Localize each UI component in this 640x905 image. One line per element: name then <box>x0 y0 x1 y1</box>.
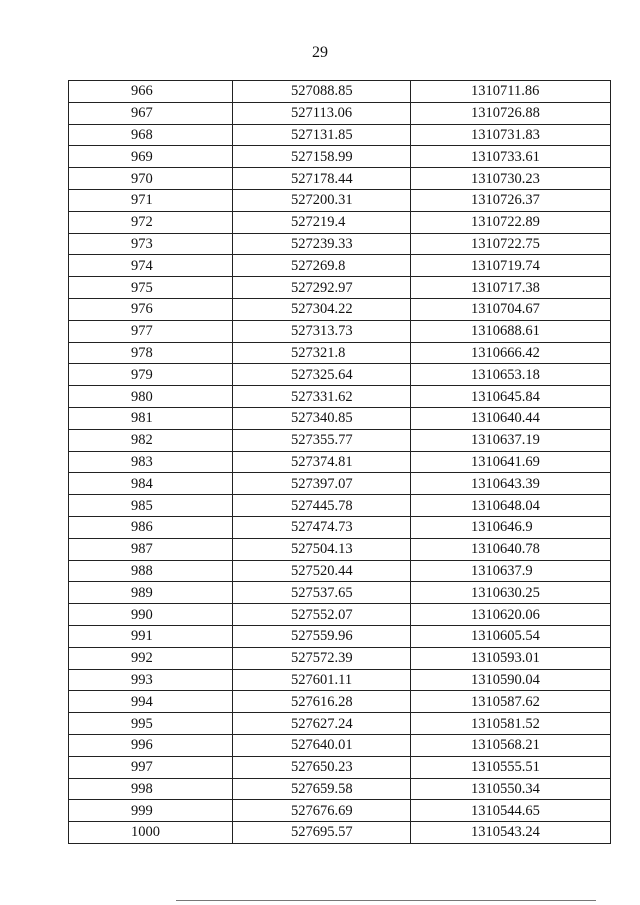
point-number-cell: 979 <box>69 364 233 386</box>
table-row <box>69 734 611 756</box>
x-coordinate-cell: 527269.8 <box>233 255 411 277</box>
y-coordinate-cell: 1310568.21 <box>411 734 611 756</box>
y-coordinate-cell: 1310590.04 <box>411 669 611 691</box>
table-row <box>69 168 611 190</box>
table-row <box>69 822 611 844</box>
y-coordinate-cell: 1310581.52 <box>411 713 611 735</box>
x-coordinate-cell: 527239.33 <box>233 233 411 255</box>
x-coordinate-cell: 527178.44 <box>233 168 411 190</box>
y-coordinate-cell: 1310637.19 <box>411 429 611 451</box>
y-coordinate-cell: 1310726.37 <box>411 189 611 211</box>
point-number-cell: 983 <box>69 451 233 473</box>
point-number-cell: 971 <box>69 189 233 211</box>
x-coordinate-cell: 527627.24 <box>233 713 411 735</box>
y-coordinate-cell: 1310648.04 <box>411 495 611 517</box>
point-number-cell: 996 <box>69 734 233 756</box>
point-number-cell: 970 <box>69 168 233 190</box>
point-number-cell: 985 <box>69 495 233 517</box>
coordinates-table <box>68 80 611 844</box>
point-number-cell: 988 <box>69 560 233 582</box>
coordinates-table-body <box>69 81 611 844</box>
table-row <box>69 669 611 691</box>
table-row <box>69 778 611 800</box>
x-coordinate-cell: 527695.57 <box>233 822 411 844</box>
y-coordinate-cell: 1310733.61 <box>411 146 611 168</box>
table-row <box>69 124 611 146</box>
y-coordinate-cell: 1310731.83 <box>411 124 611 146</box>
x-coordinate-cell: 527313.73 <box>233 320 411 342</box>
x-coordinate-cell: 527374.81 <box>233 451 411 473</box>
y-coordinate-cell: 1310722.75 <box>411 233 611 255</box>
point-number-cell: 980 <box>69 386 233 408</box>
table-row <box>69 800 611 822</box>
point-number-cell: 973 <box>69 233 233 255</box>
table-row <box>69 211 611 233</box>
table-row <box>69 451 611 473</box>
x-coordinate-cell: 527292.97 <box>233 277 411 299</box>
y-coordinate-cell: 1310722.89 <box>411 211 611 233</box>
table-row <box>69 691 611 713</box>
point-number-cell: 982 <box>69 429 233 451</box>
y-coordinate-cell: 1310666.42 <box>411 342 611 364</box>
point-number-cell: 978 <box>69 342 233 364</box>
scan-edge-line <box>176 900 596 901</box>
table-row <box>69 407 611 429</box>
x-coordinate-cell: 527331.62 <box>233 386 411 408</box>
point-number-cell: 981 <box>69 407 233 429</box>
point-number-cell: 986 <box>69 516 233 538</box>
x-coordinate-cell: 527325.64 <box>233 364 411 386</box>
y-coordinate-cell: 1310704.67 <box>411 298 611 320</box>
x-coordinate-cell: 527537.65 <box>233 582 411 604</box>
table-row <box>69 582 611 604</box>
x-coordinate-cell: 527200.31 <box>233 189 411 211</box>
y-coordinate-cell: 1310726.88 <box>411 102 611 124</box>
x-coordinate-cell: 527520.44 <box>233 560 411 582</box>
table-row <box>69 625 611 647</box>
table-row <box>69 713 611 735</box>
point-number-cell: 991 <box>69 625 233 647</box>
y-coordinate-cell: 1310640.78 <box>411 538 611 560</box>
y-coordinate-cell: 1310620.06 <box>411 604 611 626</box>
table-row <box>69 255 611 277</box>
table-row <box>69 604 611 626</box>
x-coordinate-cell: 527601.11 <box>233 669 411 691</box>
y-coordinate-cell: 1310641.69 <box>411 451 611 473</box>
x-coordinate-cell: 527397.07 <box>233 473 411 495</box>
point-number-cell: 972 <box>69 211 233 233</box>
table-row <box>69 320 611 342</box>
y-coordinate-cell: 1310719.74 <box>411 255 611 277</box>
table-row <box>69 364 611 386</box>
table-row <box>69 342 611 364</box>
page-number: 29 <box>312 44 328 61</box>
point-number-cell: 990 <box>69 604 233 626</box>
point-number-cell: 969 <box>69 146 233 168</box>
table-row <box>69 386 611 408</box>
y-coordinate-cell: 1310646.9 <box>411 516 611 538</box>
y-coordinate-cell: 1310645.84 <box>411 386 611 408</box>
point-number-cell: 968 <box>69 124 233 146</box>
point-number-cell: 993 <box>69 669 233 691</box>
x-coordinate-cell: 527504.13 <box>233 538 411 560</box>
point-number-cell: 976 <box>69 298 233 320</box>
x-coordinate-cell: 527340.85 <box>233 407 411 429</box>
x-coordinate-cell: 527131.85 <box>233 124 411 146</box>
x-coordinate-cell: 527474.73 <box>233 516 411 538</box>
table-row <box>69 647 611 669</box>
y-coordinate-cell: 1310543.24 <box>411 822 611 844</box>
x-coordinate-cell: 527559.96 <box>233 625 411 647</box>
point-number-cell: 967 <box>69 102 233 124</box>
x-coordinate-cell: 527445.78 <box>233 495 411 517</box>
point-number-cell: 984 <box>69 473 233 495</box>
table-row <box>69 429 611 451</box>
table-row <box>69 298 611 320</box>
table-row <box>69 233 611 255</box>
x-coordinate-cell: 527158.99 <box>233 146 411 168</box>
x-coordinate-cell: 527659.58 <box>233 778 411 800</box>
y-coordinate-cell: 1310717.38 <box>411 277 611 299</box>
point-number-cell: 999 <box>69 800 233 822</box>
x-coordinate-cell: 527304.22 <box>233 298 411 320</box>
y-coordinate-cell: 1310593.01 <box>411 647 611 669</box>
table-row <box>69 756 611 778</box>
point-number-cell: 992 <box>69 647 233 669</box>
table-row <box>69 495 611 517</box>
point-number-cell: 989 <box>69 582 233 604</box>
y-coordinate-cell: 1310550.34 <box>411 778 611 800</box>
y-coordinate-cell: 1310643.39 <box>411 473 611 495</box>
y-coordinate-cell: 1310630.25 <box>411 582 611 604</box>
table-row <box>69 102 611 124</box>
y-coordinate-cell: 1310653.18 <box>411 364 611 386</box>
table-row <box>69 473 611 495</box>
point-number-cell: 1000 <box>69 822 233 844</box>
x-coordinate-cell: 527640.01 <box>233 734 411 756</box>
table-row <box>69 560 611 582</box>
y-coordinate-cell: 1310605.54 <box>411 625 611 647</box>
x-coordinate-cell: 527676.69 <box>233 800 411 822</box>
y-coordinate-cell: 1310688.61 <box>411 320 611 342</box>
y-coordinate-cell: 1310555.51 <box>411 756 611 778</box>
table-row <box>69 538 611 560</box>
y-coordinate-cell: 1310544.65 <box>411 800 611 822</box>
table-row <box>69 277 611 299</box>
point-number-cell: 974 <box>69 255 233 277</box>
y-coordinate-cell: 1310730.23 <box>411 168 611 190</box>
x-coordinate-cell: 527113.06 <box>233 102 411 124</box>
point-number-cell: 966 <box>69 81 233 103</box>
x-coordinate-cell: 527088.85 <box>233 81 411 103</box>
point-number-cell: 977 <box>69 320 233 342</box>
x-coordinate-cell: 527650.23 <box>233 756 411 778</box>
table-row <box>69 81 611 103</box>
x-coordinate-cell: 527552.07 <box>233 604 411 626</box>
x-coordinate-cell: 527572.39 <box>233 647 411 669</box>
y-coordinate-cell: 1310637.9 <box>411 560 611 582</box>
y-coordinate-cell: 1310711.86 <box>411 81 611 103</box>
x-coordinate-cell: 527321.8 <box>233 342 411 364</box>
point-number-cell: 975 <box>69 277 233 299</box>
point-number-cell: 998 <box>69 778 233 800</box>
y-coordinate-cell: 1310640.44 <box>411 407 611 429</box>
table-row <box>69 516 611 538</box>
point-number-cell: 995 <box>69 713 233 735</box>
y-coordinate-cell: 1310587.62 <box>411 691 611 713</box>
x-coordinate-cell: 527219.4 <box>233 211 411 233</box>
x-coordinate-cell: 527616.28 <box>233 691 411 713</box>
x-coordinate-cell: 527355.77 <box>233 429 411 451</box>
point-number-cell: 994 <box>69 691 233 713</box>
table-row <box>69 189 611 211</box>
point-number-cell: 997 <box>69 756 233 778</box>
point-number-cell: 987 <box>69 538 233 560</box>
table-row <box>69 146 611 168</box>
